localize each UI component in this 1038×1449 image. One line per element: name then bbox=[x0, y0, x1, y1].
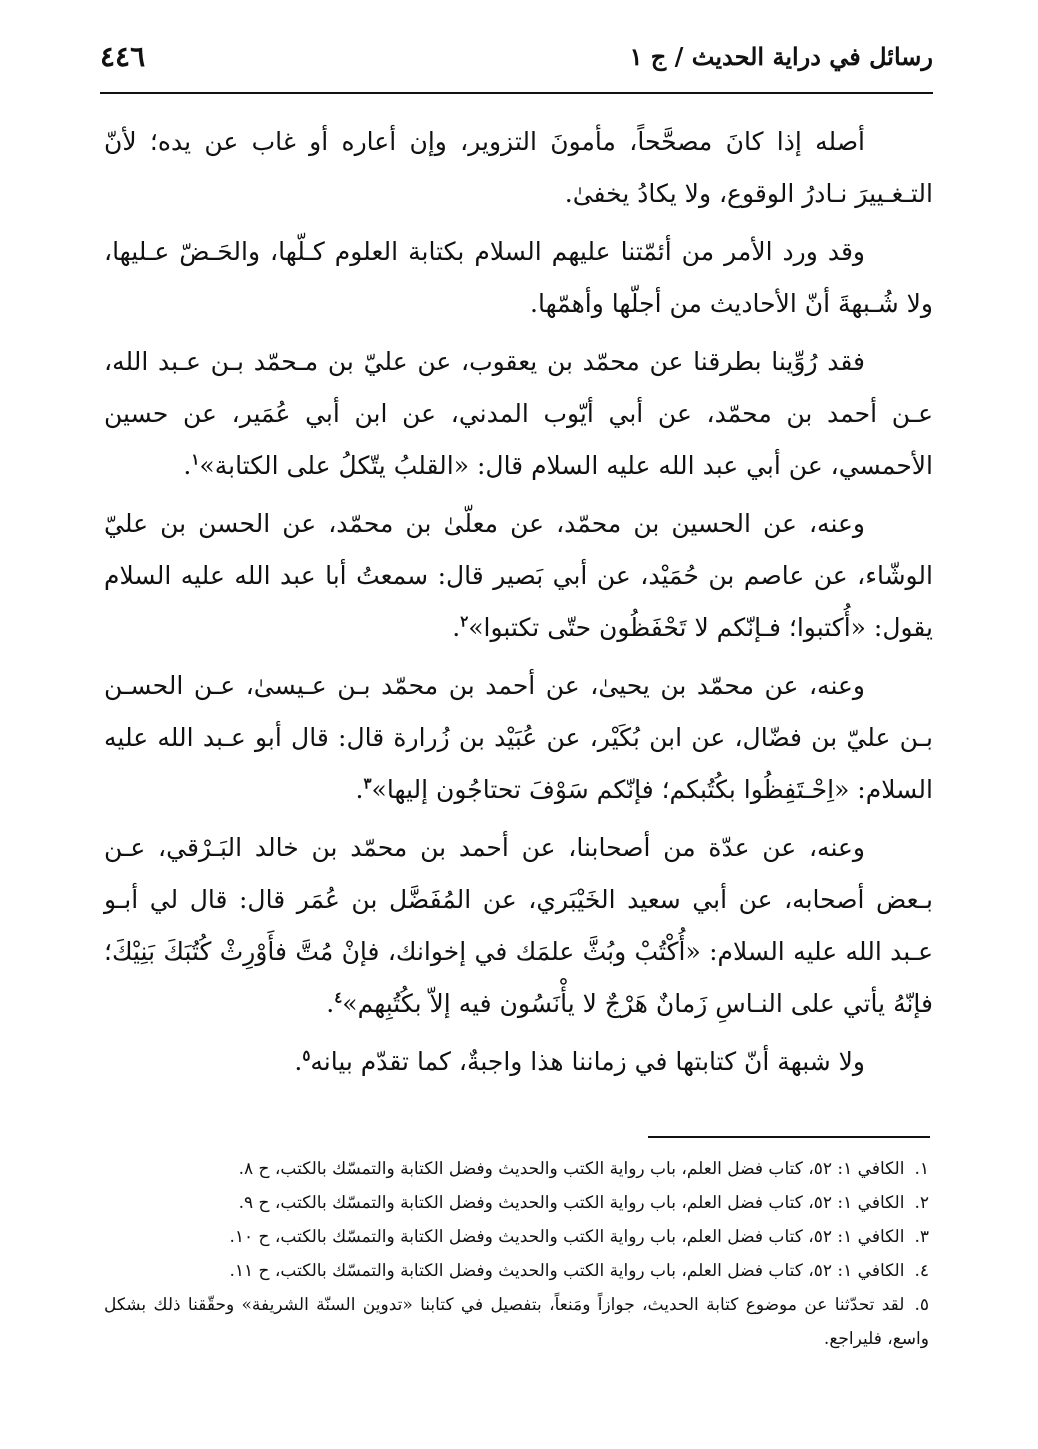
footnote-number: ٣. bbox=[914, 1227, 929, 1247]
paragraph-text: ولا شبهة أنّ كتابتها في زماننا هذا واجبةٌ، كما تقدّم بيانه bbox=[310, 1047, 865, 1076]
footnote-number: ١. bbox=[914, 1159, 929, 1179]
footnote bbox=[104, 1254, 933, 1288]
paragraph-text: وعنه، عن عدّة من أصحابنا، عن أحمد بن محمّد بن خالد البَـرْقي، عـن بـعض أصحابه، عن أبي سعيد الخَيْبَري، عن المُفَضَّل بن عُمَر قال: قال لي أبـو عـبد الله عليه السلام: «أُكْتُبْ وبُثَّ علمَك في إخوانك، فإنْ مُتَّ فأَوْرِثْ كُتُبَكَ بَنِيْكَ؛ فإنّهُ يأتي على النـاسِ زَمانٌ هَرْجٌ لا يأْنَسُون فيه إلاّ بكُتُبِهم» bbox=[104, 833, 933, 1018]
page-number: ٤٤٦ bbox=[100, 40, 146, 73]
footnote-divider bbox=[648, 1136, 930, 1138]
footnote-text: الكافي ١: ٥٢، كتاب فضل العلم، باب رواية الكتب والحديث وفضل الكتابة والتمسّك بالكتب، ح ٩. bbox=[238, 1193, 905, 1213]
paragraph bbox=[104, 116, 933, 220]
footnotes bbox=[104, 1152, 933, 1356]
footnote bbox=[104, 1220, 933, 1254]
footnote-number: ٥. bbox=[914, 1295, 929, 1315]
running-title: رسائل في دراية الحديث / ج ١ bbox=[629, 42, 933, 71]
paragraph-text: فقد رُوِّينا بطرقنا عن محمّد بن يعقوب، عن عليّ بن مـحمّد بـن عـبد الله، عـن أحمد بن محمّد، عن أبي أيّوب المدني، عن ابن أبي عُمَير، عن حسين الأحمسي، عن أبي عبد الله عليه السلام قال: «القلبُ يتّكلُ على الكتابة» bbox=[104, 347, 933, 480]
main-text bbox=[104, 116, 933, 1094]
footnote-ref[interactable]: ٥ bbox=[302, 1046, 311, 1065]
footnote-ref[interactable]: ١ bbox=[191, 450, 200, 469]
footnote-number: ٤. bbox=[914, 1261, 929, 1281]
footnote bbox=[104, 1186, 933, 1220]
paragraph: وعنه، عن الحسين بن محمّد، عن معلّىٰ بن محمّد، عن الحسن بن عليّ الوشّاء، عن عاصم بن حُمَيْد، عن أبي بَصير قال: سمعتُ أبا عبد الله عليه السلام يقول: «أُكتبوا؛ فـإنّكم لا تَحْفَظُون حتّى تكتبوا»$^٢$. bbox=[104, 509, 933, 642]
footnote bbox=[104, 1152, 933, 1186]
paragraph-text: وعنه، عن الحسين بن محمّد، عن معلّىٰ بن محمّد، عن الحسن بن عليّ الوشّاء، عن عاصم بن حُمَيْد، عن أبي بَصير قال: سمعتُ أبا عبد الله عليه السلام يقول: «أُكتبوا؛ فـإنّكم لا تَحْفَظُون حتّى تكتبوا» bbox=[104, 509, 933, 642]
paragraph bbox=[104, 226, 933, 330]
footnote-text: الكافي ١: ٥٢، كتاب فضل العلم، باب رواية الكتب والحديث وفضل الكتابة والتمسّك بالكتب، ح ٨. bbox=[238, 1159, 905, 1179]
footnote-text: الكافي ١: ٥٢، كتاب فضل العلم، باب رواية الكتب والحديث وفضل الكتابة والتمسّك بالكتب، ح ١١. bbox=[229, 1261, 905, 1281]
paragraph: وعنه، عن عدّة من أصحابنا، عن أحمد بن محمّد بن خالد البَـرْقي، عـن بـعض أصحابه، عن أبي سعيد الخَيْبَري، عن المُفَضَّل بن عُمَر قال: قال لي أبـو عـبد الله عليه السلام: «أُكْتُبْ وبُثَّ علمَك في إخوانك، فإنْ مُتَّ فأَوْرِثْ كُتُبَكَ بَنِيْكَ؛ فإنّهُ يأتي على النـاسِ زَمانٌ هَرْجٌ لا يأْنَسُون فيه إلاّ بكُتُبِهم»$^٤$. bbox=[104, 833, 933, 1018]
paragraph-text: وقد ورد الأمر من أئمّتنا عليهم السلام بكتابة العلوم كـلّها، والحَـضّ عـليها، ولا شُـبهةَ أنّ الأحاديث من أجلّها وأهمّها. bbox=[104, 237, 933, 318]
paragraph: وعنه، عن محمّد بن يحيىٰ، عن أحمد بن محمّد بـن عـيسىٰ، عـن الحسـن بـن عليّ بن فضّال، عن ابن بُكَيْر، عن عُبَيْد بن زُرارة قال: قال أبو عـبد الله عليه السلام: «اِحْـتَفِظُوا بكُتُبكم؛ فإنّكم سَوْفَ تحتاجُون إليها»$^٣$. bbox=[104, 671, 933, 804]
footnote-number: ٢. bbox=[914, 1193, 929, 1213]
footnote-ref[interactable]: ٤ bbox=[334, 988, 343, 1007]
page-header bbox=[100, 36, 933, 84]
paragraph: فقد رُوِّينا بطرقنا عن محمّد بن يعقوب، عن عليّ بن مـحمّد بـن عـبد الله، عـن أحمد بن محمّد، عن أبي أيّوب المدني، عن ابن أبي عُمَير، عن حسين الأحمسي، عن أبي عبد الله عليه السلام قال: «القلبُ يتّكلُ على الكتابة»$^١$. bbox=[104, 347, 933, 480]
footnote bbox=[104, 1288, 933, 1356]
footnote-text: لقد تحدّثنا عن موضوع كتابة الحديث، جوازاً ومَنعاً، بتفصيل في كتابنا «تدوين السنّة الشريفة» وحقّقنا ذلك بشكل واسع، فليراجع. bbox=[104, 1295, 929, 1349]
paragraph-text: وعنه، عن محمّد بن يحيىٰ، عن أحمد بن محمّد بـن عـيسىٰ، عـن الحسـن بـن عليّ بن فضّال، عن ابن بُكَيْر، عن عُبَيْد بن زُرارة قال: قال أبو عـبد الله عليه السلام: «اِحْـتَفِظُوا بكُتُبكم؛ فإنّكم سَوْفَ تحتاجُون إليها» bbox=[104, 671, 933, 804]
header-divider bbox=[100, 92, 933, 94]
paragraph: ولا شبهة أنّ كتابتها في زماننا هذا واجبةٌ، كما تقدّم بيانه$^٥$. bbox=[294, 1046, 865, 1076]
footnote-text: الكافي ١: ٥٢، كتاب فضل العلم، باب رواية الكتب والحديث وفضل الكتابة والتمسّك بالكتب، ح ١٠. bbox=[229, 1227, 905, 1247]
footnote-ref[interactable]: ٢ bbox=[460, 612, 469, 631]
footnote-ref[interactable]: ٣ bbox=[363, 774, 372, 793]
paragraph-text: أصله إذا كانَ مصحَّحاً، مأمونَ التزوير، وإن أعاره أو غاب عن يده؛ لأنّ التـغـييرَ نـادرُ الوقوع، ولا يكادُ يخفىٰ. bbox=[104, 127, 933, 208]
